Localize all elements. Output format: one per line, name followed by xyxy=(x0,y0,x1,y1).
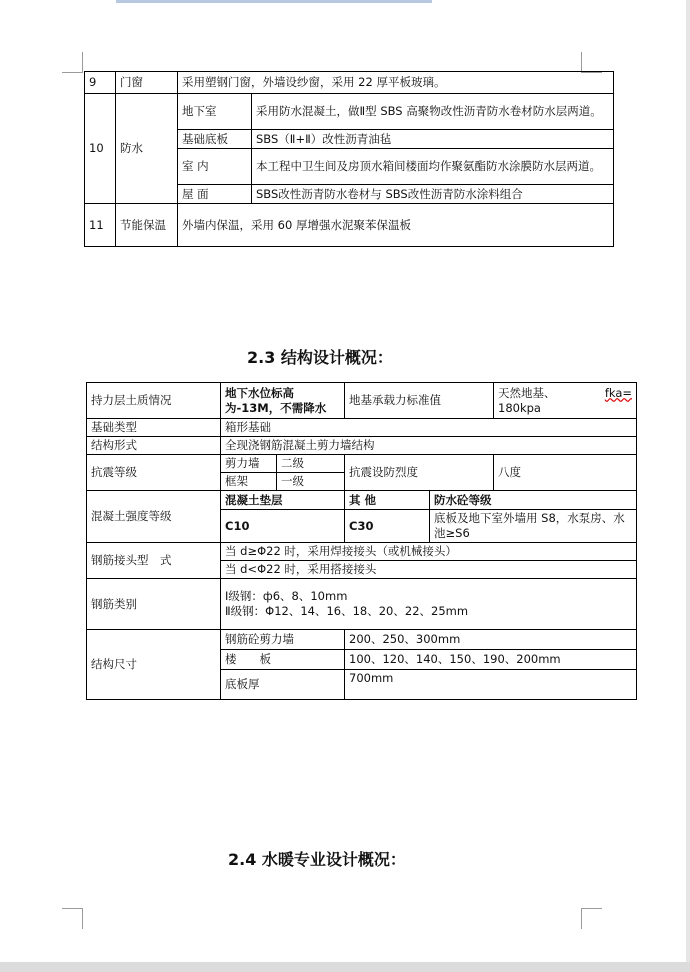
margin-mark-top-left xyxy=(62,52,83,73)
rebar-type-1: Ⅰ级钢：ф6、8、10mm xyxy=(225,589,348,603)
natural-ground-cell xyxy=(494,383,637,419)
frame-grade: 一级 xyxy=(277,473,345,491)
cushion-label: 混凝土垫层 xyxy=(221,491,345,510)
size-item-label: 楼 板 xyxy=(221,650,345,670)
row-number: 10 xyxy=(85,94,116,204)
category-cell: 节能保温 xyxy=(116,204,178,247)
table-row xyxy=(87,455,637,473)
other-value: C30 xyxy=(345,510,430,543)
table-row xyxy=(87,630,637,650)
table-row xyxy=(85,204,614,247)
structure-size-label: 结构尺寸 xyxy=(87,630,221,700)
size-item-value: 100、120、140、150、190、200mm xyxy=(345,650,637,670)
waterproof-concrete-label: 防水砼等级 xyxy=(430,491,637,510)
rebar-joint-label: 钢筋接头型 式 xyxy=(87,543,221,579)
bearing-capacity-label: 地基承载力标准值 xyxy=(345,383,494,419)
description-cell: 外墙内保温，采用 60 厚增强水泥聚苯保温板 xyxy=(178,204,614,247)
structure-form-value: 全现浇钢筋混凝土剪力墙结构 xyxy=(221,437,637,455)
page-bottom-edge xyxy=(0,962,690,972)
rebar-type-cell xyxy=(221,579,637,630)
category-cell: 门窗 xyxy=(116,72,178,94)
table-row xyxy=(85,72,614,94)
rebar-type-label: 钢筋类别 xyxy=(87,579,221,630)
seismic-intensity-label: 抗震设防烈度 xyxy=(345,455,494,491)
bearing-layer-label: 持力层土质情况 xyxy=(87,383,221,419)
section-heading-2-3: 2.3 结构设计概况： xyxy=(247,348,393,367)
margin-mark-top-right xyxy=(581,52,602,73)
architecture-table xyxy=(84,71,614,247)
structure-form-label: 结构形式 xyxy=(87,437,221,455)
description-cell: 采用塑钢门窗，外墙设纱窗，采用 22 厚平板玻璃。 xyxy=(178,72,614,94)
table-row xyxy=(87,543,637,561)
sub-label-cell: 地下室 xyxy=(178,94,252,130)
table-row xyxy=(87,437,637,455)
size-item-value: 700mm xyxy=(345,670,637,700)
size-item-label: 底板厚 xyxy=(221,670,345,700)
foundation-type-value: 箱形基础 xyxy=(221,419,637,437)
fka-text: fka= xyxy=(604,385,633,400)
window-top-accent xyxy=(116,0,432,3)
sub-label-cell: 屋 面 xyxy=(178,185,252,204)
shear-wall-label: 剪力墙 xyxy=(221,455,277,473)
description-cell: 本工程中卫生间及房顶水箱间楼面均作聚氨酯防水涂膜防水层两道。 xyxy=(252,149,614,185)
size-item-value: 200、250、300mm xyxy=(345,630,637,650)
description-cell: SBS改性沥青防水卷材与 SBS改性沥青防水涂料组合 xyxy=(252,185,614,204)
margin-mark-bottom-right xyxy=(581,908,602,929)
margin-mark-bottom-left xyxy=(62,908,83,929)
groundwater-cell: 地下水位标高为-13M，不需降水 xyxy=(221,383,345,419)
description-cell: 采用防水混凝土，做Ⅱ型 SBS 高聚物改性沥青防水卷材防水层两道。 xyxy=(252,94,614,130)
row-number: 11 xyxy=(85,204,116,247)
shear-wall-grade: 二级 xyxy=(277,455,345,473)
rebar-joint-rule-1: 当 d≥Φ22 时，采用焊接接头（或机械接头） xyxy=(221,543,637,561)
rebar-type-2: Ⅱ级钢：Φ12、14、16、18、20、22、25mm xyxy=(225,604,469,618)
seismic-grade-label: 抗震等级 xyxy=(87,455,221,491)
concrete-grade-label: 混凝土强度等级 xyxy=(87,491,221,543)
waterproof-concrete-value: 底板及地下室外墙用 S8，水泵房、水池≥S6 xyxy=(430,510,637,543)
natural-ground-text: 天然地基、 xyxy=(498,385,556,400)
structure-table xyxy=(86,382,637,700)
seismic-intensity-value: 八度 xyxy=(494,455,637,491)
fka-value: 180kpa xyxy=(498,400,541,415)
description-cell: SBS（Ⅱ+Ⅱ）改性沥青油毡 xyxy=(252,130,614,149)
category-cell: 防水 xyxy=(116,94,178,204)
sub-label-cell: 室 内 xyxy=(178,149,252,185)
table-row xyxy=(87,419,637,437)
size-item-label: 钢筋砼剪力墙 xyxy=(221,630,345,650)
table-row xyxy=(87,383,637,419)
table-row xyxy=(87,491,637,510)
row-number: 9 xyxy=(85,72,116,94)
rebar-joint-rule-2: 当 d<Φ22 时，采用搭接接头 xyxy=(221,561,637,579)
page-right-edge xyxy=(686,0,690,972)
table-row xyxy=(85,94,614,130)
other-label: 其 他 xyxy=(345,491,430,510)
foundation-type-label: 基础类型 xyxy=(87,419,221,437)
table-row xyxy=(87,579,637,630)
frame-label: 框架 xyxy=(221,473,277,491)
sub-label-cell: 基础底板 xyxy=(178,130,252,149)
cushion-value: C10 xyxy=(221,510,345,543)
section-heading-2-4: 2.4 水暖专业设计概况： xyxy=(228,850,406,869)
